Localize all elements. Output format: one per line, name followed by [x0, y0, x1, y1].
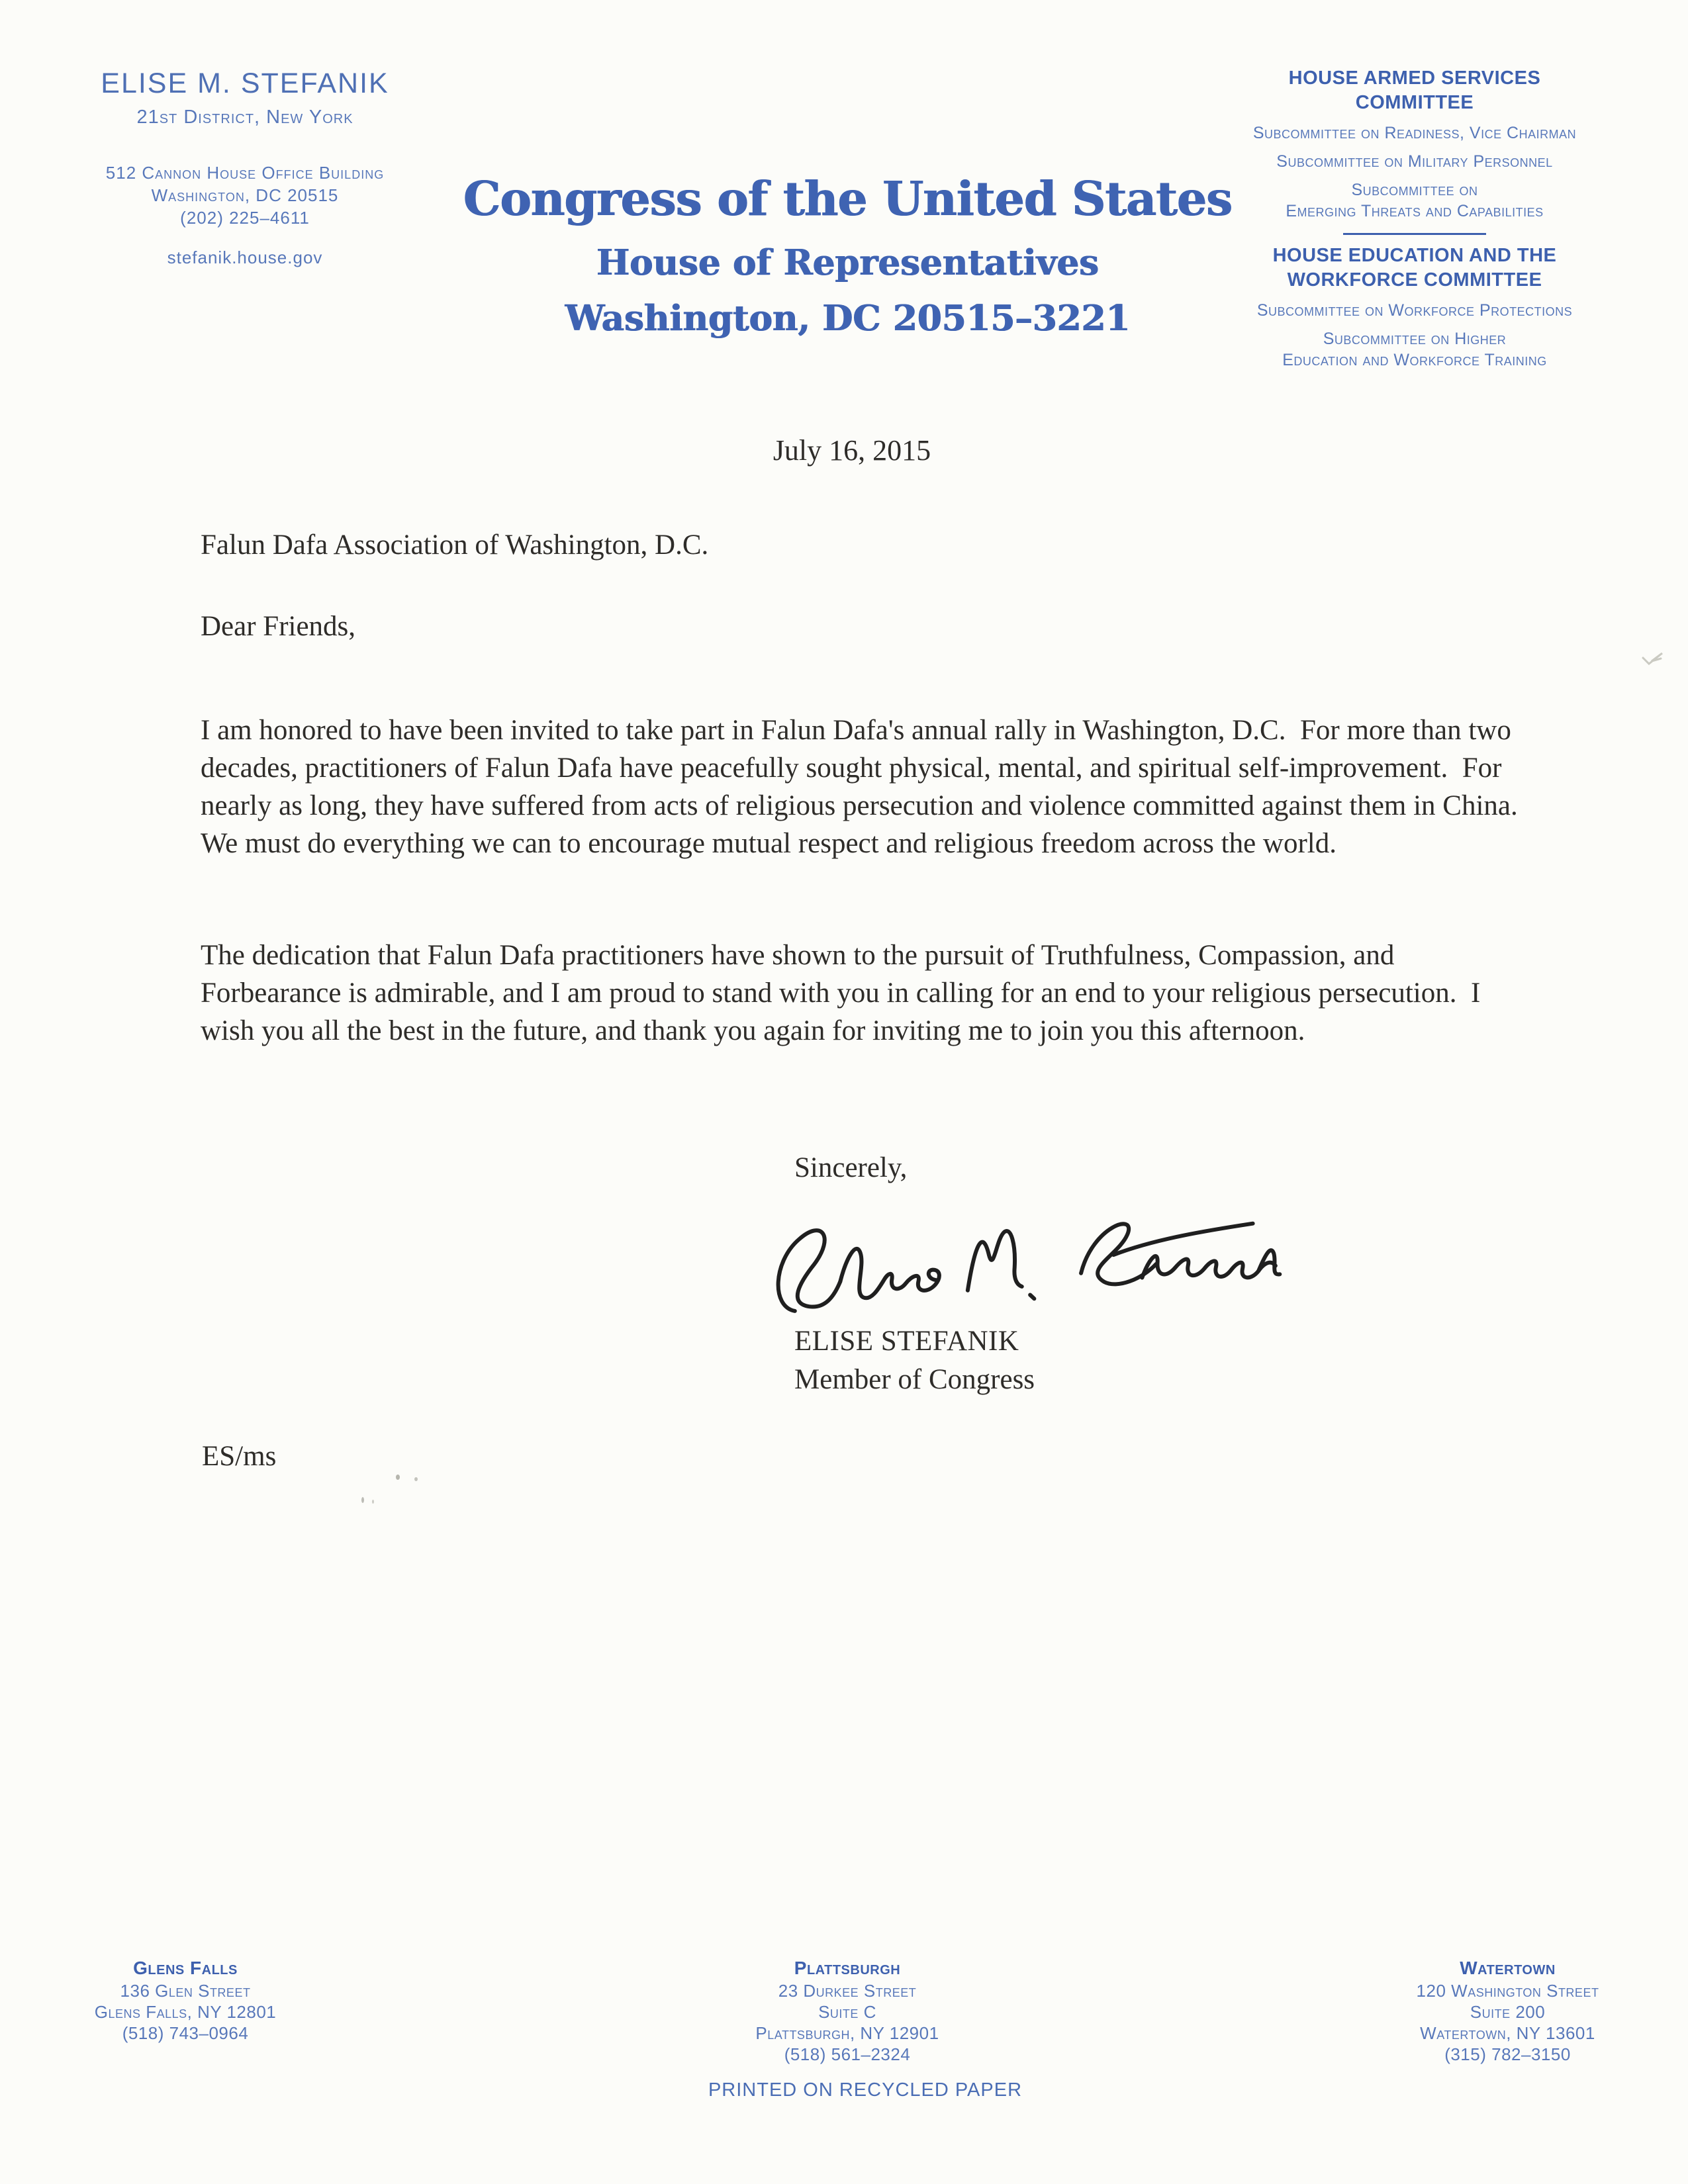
member-address: 512 Cannon House Office Building Washington, DC 20515 (202) 225–4611: [105, 163, 385, 228]
committee-divider: [1343, 233, 1486, 235]
recipient-line: Falun Dafa Association of Washington, D.C.: [201, 529, 709, 561]
member-district: 21st District, New York: [136, 107, 353, 128]
pencil-mark-artifact: [1640, 643, 1673, 670]
scan-speck: [372, 1500, 374, 1504]
body-paragraph-2: The dedication that Falun Dafa practitioners have shown to the pursuit of Truthfulness, Compassion, and Forbearance is admirable, and I am proud to stand with you in calling for an end to your religious persecution. I wish you all the best in the future, and thank you again for inviting me to join you this afternoon.: [201, 940, 1488, 1046]
masthead-line-congress: Congress of the United States: [463, 171, 1232, 226]
committee-armed-services: [1210, 66, 1619, 222]
committee-name: HOUSE ARMED SERVICES COMMITTEE: [1288, 68, 1541, 113]
subcommittee: Subcommittee on Workforce Protections: [1256, 301, 1573, 320]
scan-speck: [361, 1497, 364, 1503]
subcommittee: Subcommittee on Military Personnel: [1276, 152, 1553, 171]
subcommittee: Subcommittee on Higher Education and Workforce Training: [1282, 330, 1547, 369]
subcommittee: Subcommittee on Emerging Threats and Capabilities: [1286, 181, 1544, 220]
office-city: Watertown: [1460, 1958, 1556, 1978]
body-paragraph-1: I am honored to have been invited to take part in Falun Dafa's annual rally in Washington, D.C. For more than two decades, practitioners of Falun Dafa have peacefully sought physical, mental, and spiritual self-improvement. For nearly as long, they have suffered from acts of religious persecution and violence committed against them in China. We must do everything we can to encourage mutual respect and religious freedom across the world.: [201, 715, 1532, 859]
member-website: stefanik.house.gov: [167, 248, 323, 267]
office-address: 23 Durkee Street Suite C Plattsburgh, NY 12901 (518) 561–2324: [755, 1981, 939, 2064]
salutation: Dear Friends,: [201, 611, 356, 642]
masthead-line-house: House of Representatives: [596, 242, 1099, 283]
scan-speck: [396, 1475, 400, 1480]
office-watertown: [1377, 1958, 1638, 2065]
member-info-block: [66, 68, 424, 268]
closing-line: Sincerely,: [794, 1152, 908, 1183]
office-address: 120 Washington Street Suite 200 Watertown, NY 13601 (315) 782–3150: [1416, 1981, 1599, 2064]
scan-speck: [414, 1477, 418, 1481]
office-address: 136 Glen Street Glens Falls, NY 12801 (518) 743–0964: [94, 1981, 277, 2043]
committee-education-workforce: [1210, 244, 1619, 371]
reference-initials: ES/ms: [202, 1441, 277, 1472]
office-city: Glens Falls: [133, 1958, 238, 1978]
office-glens-falls: [63, 1958, 308, 2044]
congress-masthead: [424, 171, 1271, 339]
masthead-line-washington: Washington, DC 20515–3221: [565, 298, 1130, 339]
signer-name: ELISE STEFANIK: [794, 1326, 1019, 1357]
committees-block: [1210, 66, 1619, 371]
signer-title: Member of Congress: [794, 1364, 1035, 1395]
member-name: ELISE M. STEFANIK: [101, 68, 389, 99]
recycled-paper-note: PRINTED ON RECYCLED PAPER: [708, 2079, 1023, 2101]
subcommittee: Subcommittee on Readiness, Vice Chairman: [1252, 124, 1577, 142]
office-plattsburgh: [722, 1958, 973, 2065]
committee-name: HOUSE EDUCATION AND THE WORKFORCE COMMITTEE: [1272, 245, 1557, 291]
letter-date: July 16, 2015: [773, 434, 931, 467]
office-city: Plattsburgh: [794, 1958, 901, 1978]
